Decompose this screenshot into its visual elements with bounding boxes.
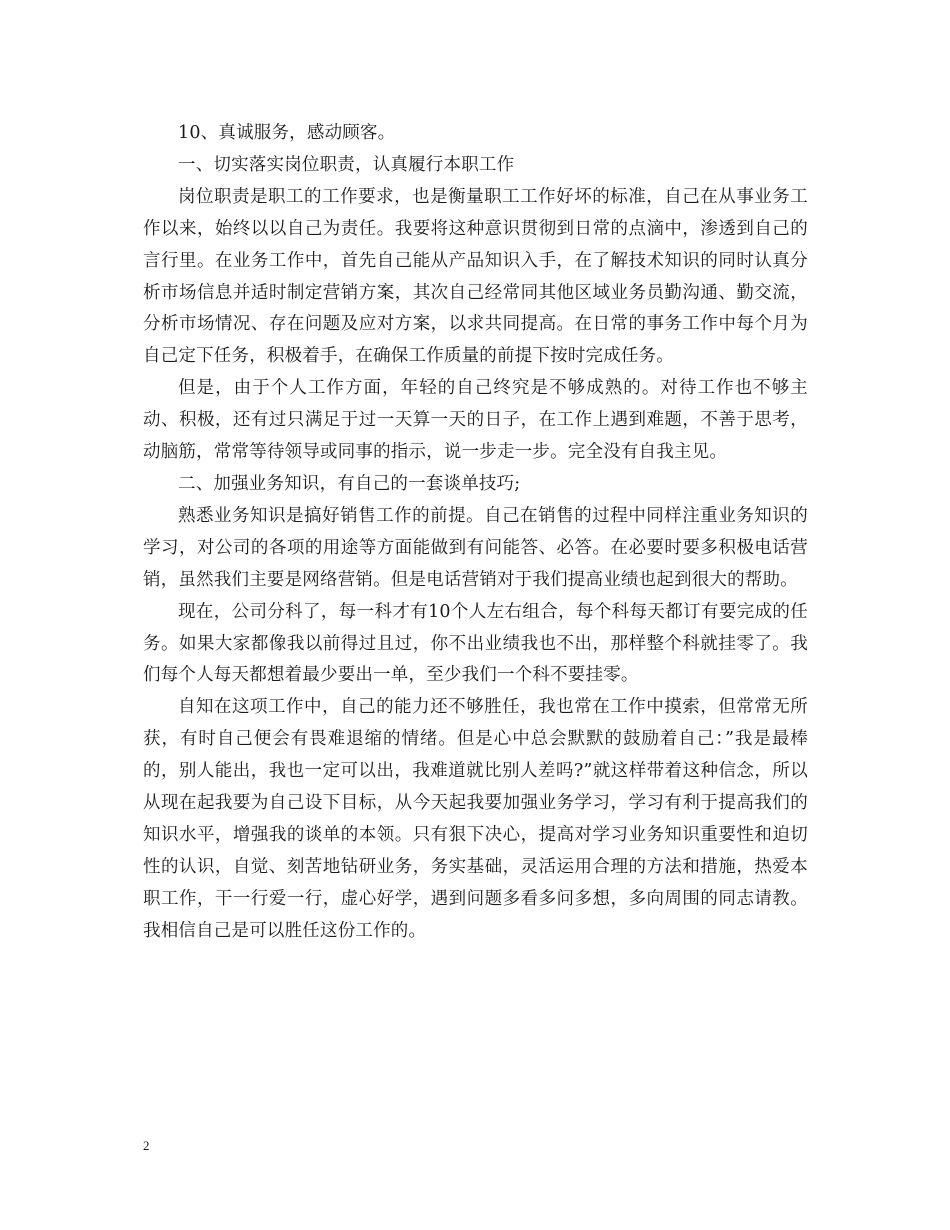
- body-paragraph: 岗位职责是职工的工作要求，也是衡量职工工作好坏的标准，自己在从事业务工作以来，始终以以自己为责任。我要将这种意识贯彻到日常的点滴中，渗透到自己的言行里。在业务工作中，首先自己能从产品知识入手，在了解技术知识的同时认真分析市场信息并适时制定营销方案，其次自己经常同其他区域业务员勤沟通、勤交流，分析市场情况、存在问题及应对方案，以求共同提高。在日常的事务工作中每个月为自己定下任务，积极着手，在确保工作质量的前提下按时完成任务。: [143, 186, 808, 367]
- body-paragraph: 但是，由于个人工作方面，年轻的自己终究是不够成熟的。对待工作也不够主动、积极，还有过只满足于过一天算一天的日子，在工作上遇到难题，不善于思考，动脑筋，常常等待领导或同事的指示，说一步走一步。完全没有自我主见。: [143, 378, 808, 463]
- body-paragraph: 现在，公司分科了，每一科才有10个人左右组合，每个科每天都订有要完成的任务。如果大家都像我以前得过且过，你不出业绩我也不出，那样整个科就挂零了。我们每个人每天都想着最少要出一单，至少我们一个科不要挂零。: [143, 601, 808, 686]
- body-paragraph: 自知在这项工作中，自己的能力还不够胜任，我也常在工作中摸索，但常常无所获，有时自己便会有畏难退缩的情绪。但是心中总会默默的鼓励着自己：”我是最棒的，别人能出，我也一定可以出，我难道就比别人差吗?”就这样带着这种信念，所以从现在起我要为自己设下目标，从今天起我要加强业务学习，学习有利于提高我们的知识水平，增强我的谈单的本领。只有狠下决心，提高对学习业务知识重要性和迫切性的认识，自觉、刻苦地钻研业务，务实基础，灵活运用合理的方法和措施，热爱本职工作，干一行爱一行，虚心好学，遇到问题多看多问多想，多向周围的同志请教。我相信自己是可以胜任这份工作的。: [143, 697, 808, 941]
- list-item-heading: 10、真诚服务，感动顾客。: [178, 123, 396, 143]
- document-body: [143, 118, 808, 948]
- body-paragraph: 熟悉业务知识是搞好销售工作的前提。自己在销售的过程中同样注重业务知识的学习，对公司的各项的用途等方面能做到有问能答、必答。在必要时要多积极电话营销，虽然我们主要是网络营销。但是电话营销对于我们提高业绩也起到很大的帮助。: [143, 505, 808, 590]
- section-heading-2: 二、加强业务知识，有自己的一套谈单技巧;: [178, 473, 521, 494]
- page-number: 2: [143, 1138, 150, 1153]
- section-heading-1: 一、切实落实岗位职责，认真履行本职工作: [178, 154, 515, 175]
